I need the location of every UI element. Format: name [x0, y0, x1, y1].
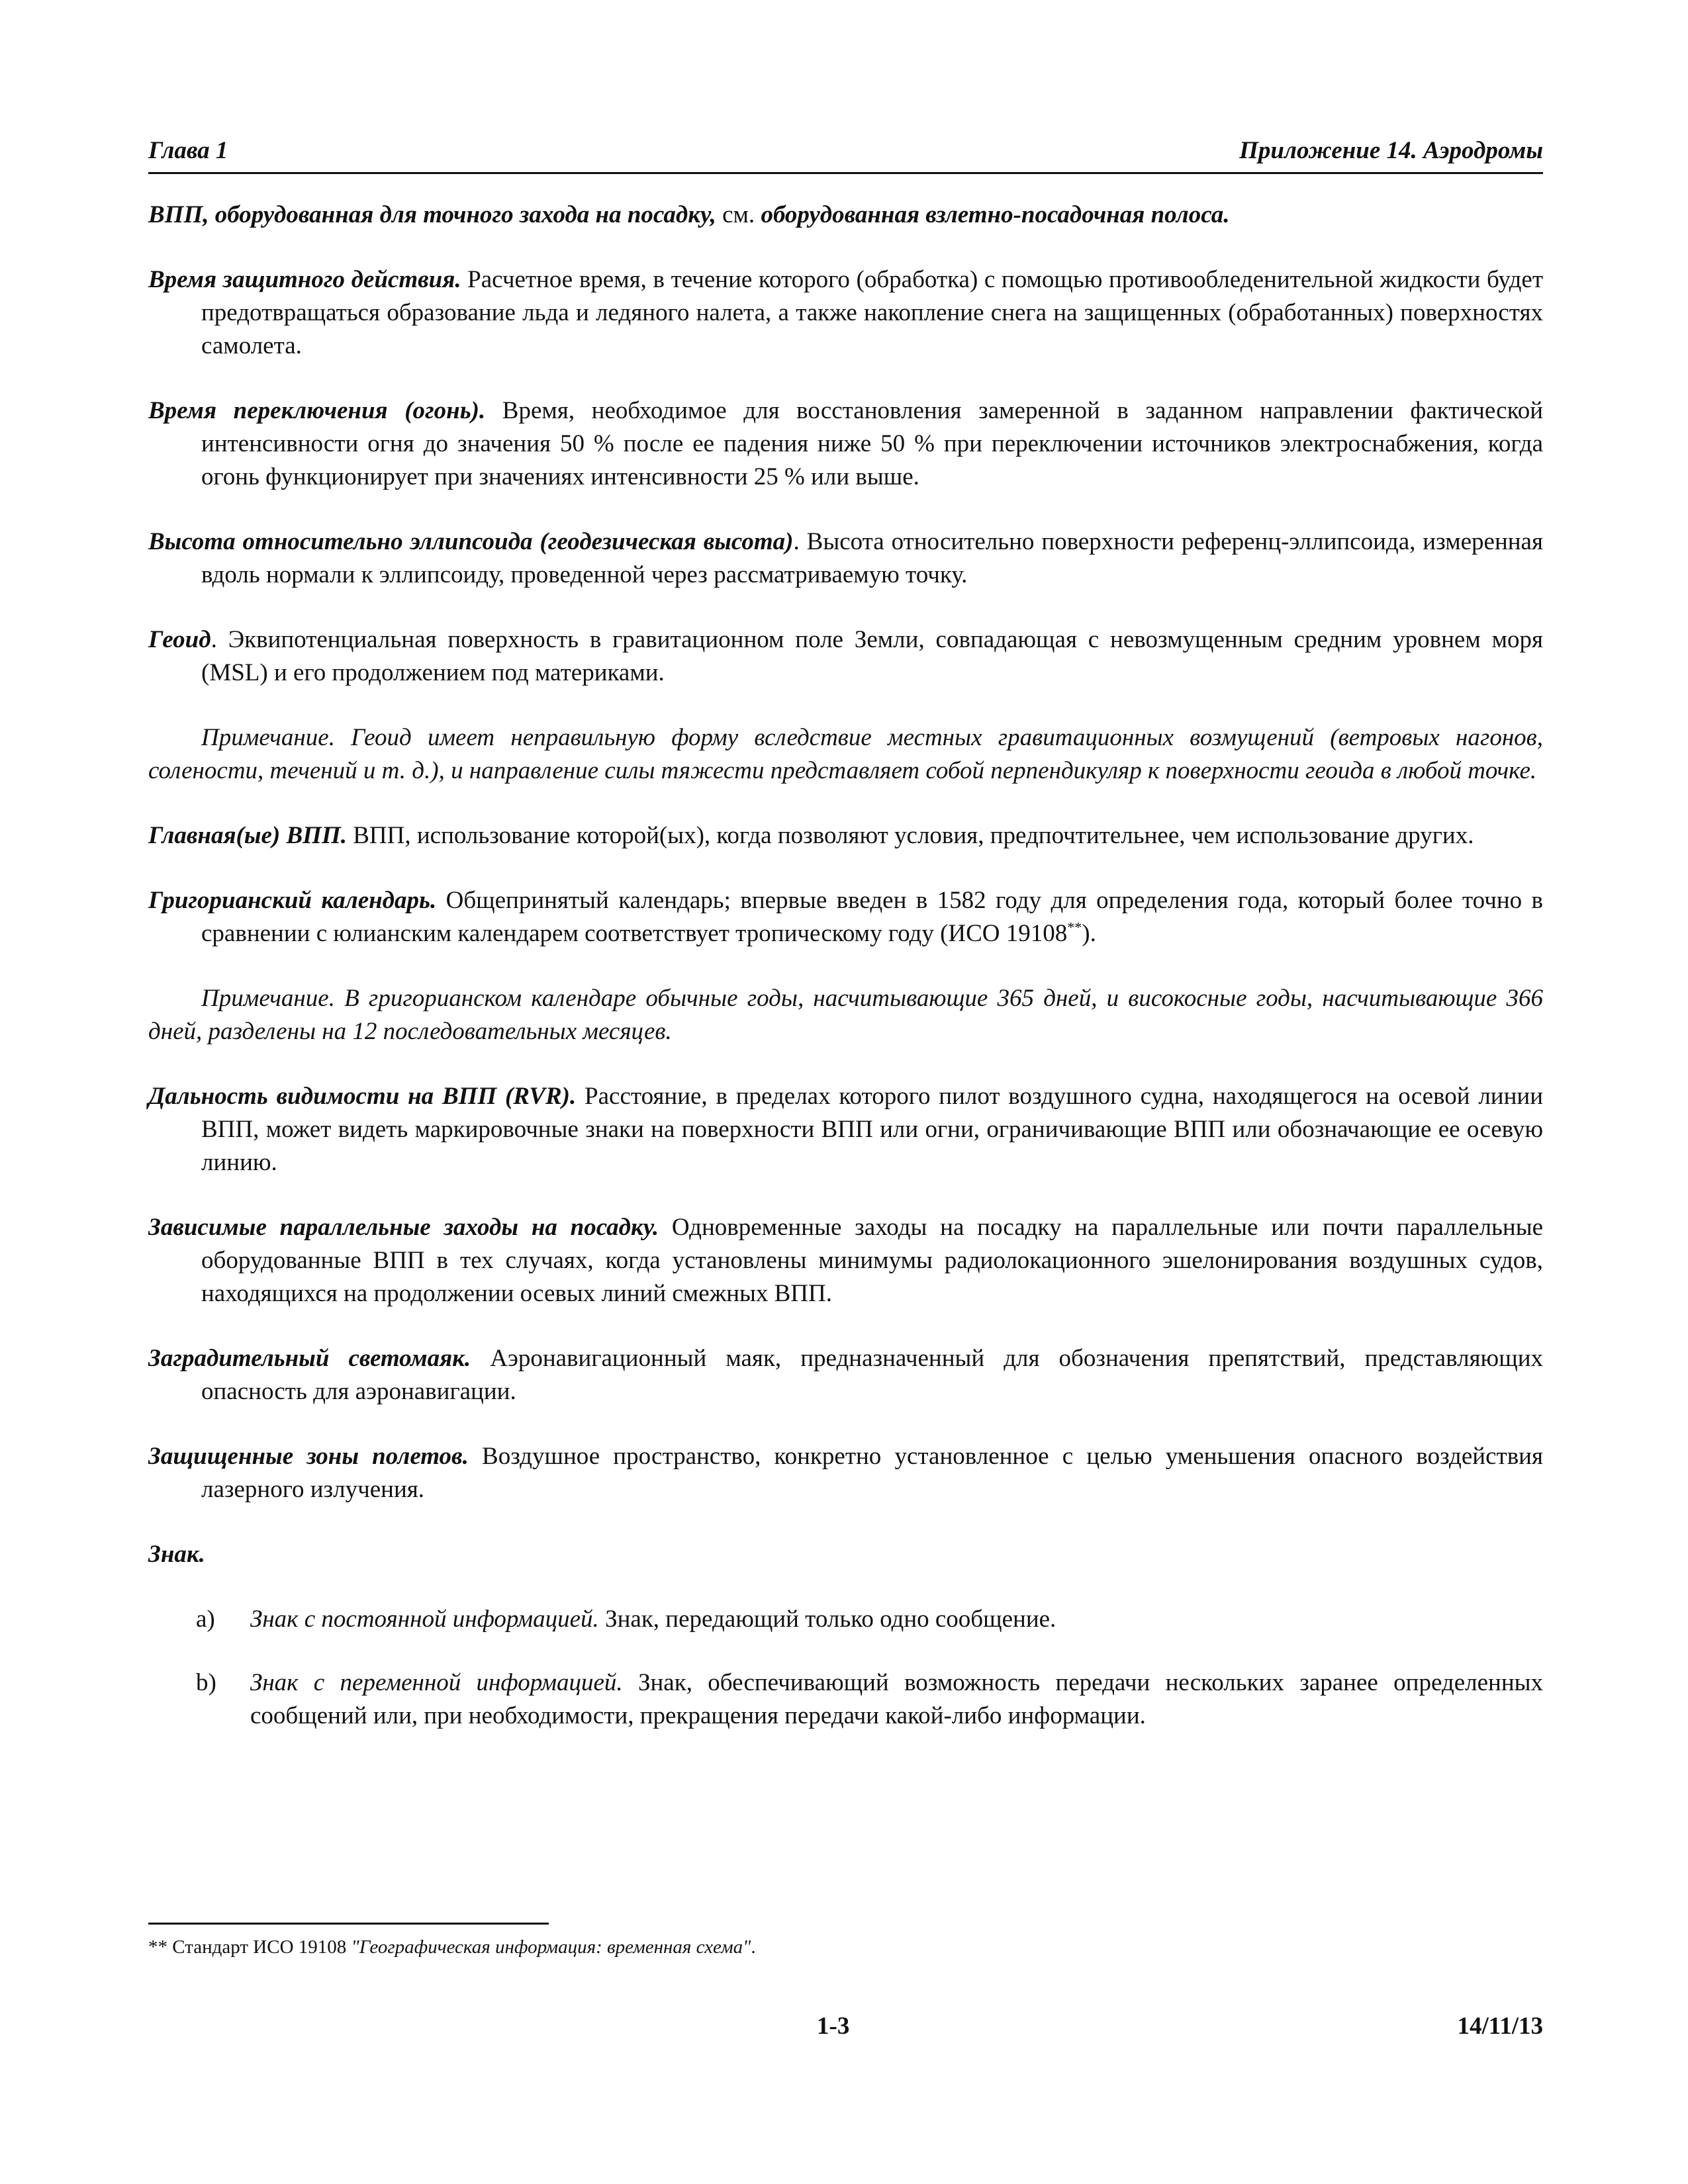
chapter-label: Глава 1 — [148, 137, 228, 164]
definitions-list — [148, 199, 1543, 1763]
definition-text: Общепринятый календарь; впервые введен в 1582 году для определения года, который более точно в сравнении с юлианским календарем соответствует тропическому году (ИСО 19108 — [201, 887, 1543, 947]
list-item — [148, 1603, 1543, 1636]
definition-term: Главная(ые) ВПП. — [148, 822, 347, 849]
definition-text-tail: ). — [1082, 920, 1096, 947]
definition-text: Расстояние, в пределах которого пилот воздушного судна, находящегося на осевой линии ВПП, может видеть маркировочные знаки на поверхности ВПП или огни, ограничивающие ВПП или обозначающие ее осевую линию. — [201, 1083, 1543, 1176]
definition-text: Время, необходимое для восстановления замеренной в заданном направлении фактической интенсивности огня до значения 50 % после ее падения ниже 50 % при переключении источников электроснабжения, когда огонь функционирует при значениях интенсивности 25 % или выше. — [201, 397, 1544, 490]
definition-text: Одновременные заходы на посадку на параллельные или почти параллельные оборудованные ВПП в тех случаях, когда установлены минимумы радиолокационного эшелонирования воздушных судов, находящихся на продолжении осевых линий смежных ВПП. — [201, 1214, 1543, 1307]
footnote — [148, 1934, 756, 1960]
definition-term: Высота относительно эллипсоида (геодезическая высота) — [148, 528, 794, 555]
footnote-divider — [148, 1923, 549, 1925]
definition-term: Дальность видимости на ВПП (RVR). — [148, 1083, 577, 1110]
definition-term: Время переключения (огонь). — [148, 397, 486, 424]
list-item-text: Знак, передающий только одно сообщение. — [598, 1606, 1056, 1633]
definition-entry — [148, 1440, 1543, 1506]
list-item-title: Знак с постоянной информацией. — [250, 1606, 599, 1633]
definition-term: Знак. — [148, 1541, 205, 1568]
definition-entry — [148, 263, 1543, 363]
definition-text: Расчетное время, в течение которого (обработка) с помощью противообледенительной жидкости будет предотвращаться образование льда и ледяного налета, а также накопление снега на защищенных (обработанных) поверхностях самолета. — [201, 266, 1543, 359]
note-paragraph: Примечание. Геоид имеет неправильную форму вследствие местных гравитационных возмущений (ветровых нагонов, солености, течений и т. д.), и направление силы тяжести представляет собой перпендикуляр к поверхности геоида в любой точке. — [148, 724, 1543, 784]
definition-entry — [148, 1211, 1543, 1310]
list-item — [148, 1666, 1543, 1733]
list-marker: b) — [196, 1669, 216, 1696]
definition-text: ВПП, использование которой(ых), когда позволяют условия, предпочтительнее, чем использование других. — [346, 822, 1474, 849]
definition-entry — [148, 884, 1543, 950]
definition-entry — [148, 1538, 1543, 1571]
page-number: 1-3 — [817, 2013, 850, 2040]
definition-text: Аэронавигационный маяк, предназначенный для обозначения препятствий, представляющих опасность для аэронавигации. — [201, 1345, 1543, 1405]
definition-entry — [148, 525, 1543, 592]
document-page — [148, 0, 1543, 2184]
definition-text: . Высота относительно поверхности референц-эллипсоида, измеренная вдоль нормали к эллипсоиду, проведенной через рассматриваемую точку. — [201, 528, 1543, 588]
footnote-title: "Географическая информация: временная схема" — [351, 1936, 751, 1958]
definition-entry — [148, 199, 1543, 232]
definition-entry — [148, 1080, 1543, 1179]
definition-term: Заградительный светомаяк. — [148, 1345, 471, 1372]
footnote-marker: ** — [1067, 919, 1082, 936]
footnote-suffix: . — [751, 1936, 756, 1958]
definition-text: Воздушное пространство, конкретно установленное с целью уменьшения опасного воздействия лазерного излучения. — [201, 1443, 1543, 1503]
annex-title: Приложение 14. Аэродромы — [1239, 137, 1543, 164]
definition-text: . Эквипотенциальная поверхность в гравитационном поле Земли, совпадающая с невозмущенным средним уровнем моря (MSL) и его продолжением под материками. — [201, 626, 1543, 686]
list-marker: a) — [196, 1606, 215, 1633]
definition-entry — [148, 819, 1543, 852]
definition-term: Григорианский календарь. — [148, 887, 437, 914]
see-reference-word: см. — [716, 201, 761, 228]
page-date: 14/11/13 — [1457, 2013, 1543, 2040]
page-header — [148, 132, 1543, 174]
definition-term: Защищенные зоны полетов. — [148, 1443, 469, 1470]
list-item-title: Знак с переменной информацией. — [250, 1669, 623, 1696]
footnote-prefix: ** Стандарт ИСО 19108 — [148, 1936, 352, 1958]
definition-term: ВПП, оборудованная для точного захода на посадку, — [148, 201, 716, 228]
definition-term: Время защитного действия. — [148, 266, 461, 293]
note-paragraph: Примечание. В григорианском календаре обычные годы, насчитывающие 365 дней, и високосные годы, насчитывающие 366 дней, разделены на 12 последовательных месяцев. — [148, 985, 1543, 1045]
definition-term: Зависимые параллельные заходы на посадку. — [148, 1214, 659, 1241]
definition-entry — [148, 394, 1543, 494]
definition-entry — [148, 1342, 1543, 1408]
definition-term: Геоид — [148, 626, 211, 653]
definition-entry — [148, 623, 1543, 690]
list-item-text: Знак, обеспечивающий возможность передачи нескольких заранее определенных сообщений или, при необходимости, прекращения передачи какой-либо информации. — [250, 1669, 1543, 1729]
cross-reference-term: оборудованная взлетно-посадочная полоса. — [761, 201, 1230, 228]
